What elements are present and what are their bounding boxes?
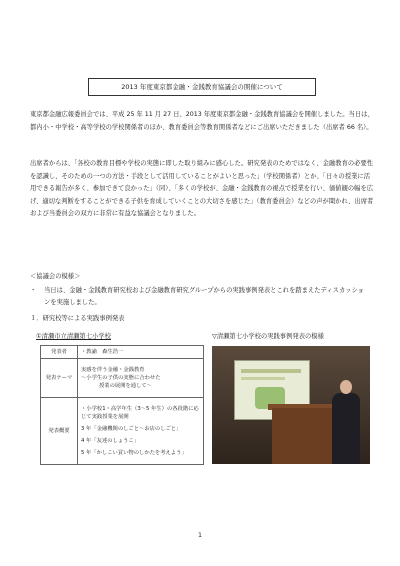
bullet-item: [30, 285, 370, 309]
page-number: 1: [197, 532, 202, 539]
theme-line: ～小学生の子供の実態に合わせた: [81, 375, 161, 381]
overview-value: [78, 398, 204, 465]
theme-label: 発表テーマ: [41, 359, 78, 398]
overview-label: 発表概要: [41, 398, 78, 465]
presenter-head: [340, 380, 352, 394]
presenter-value: ・教諭 森生浩一: [78, 346, 204, 359]
presenter-label: 発表者: [41, 346, 78, 359]
overview-line: ・小学校1・高学年生（3～5 年生）の各段階に応じて実践授業を展開: [81, 406, 199, 420]
section-heading: ＜協議会の模様＞: [30, 273, 81, 280]
table-row: [41, 359, 204, 398]
bullet-text: 当日は、金融・金銭教育研究校および金融教育研究グループからの実践事例発表とこれを踏まえたディスカッションを実施しました。: [44, 287, 364, 306]
presentation-table: [40, 345, 204, 465]
theme-line: 実感を伴う金融・金銭教育: [81, 367, 145, 373]
theme-value: [78, 359, 204, 398]
intro-paragraph: 東京都金融広報委員会では、平成 25 年 11 月 27 日、2013 年度東京都金融・金銭教育協議会を開催しました。当日は、都内小・中学校・高等学校の学校関係者のほか、教育委員会等教育関係者などにご出席いただきました（出席者 66 名）。: [30, 111, 374, 131]
presentation-photo: [212, 346, 370, 464]
overview-line: 5 年「かしこい買い物のしかたを考えよう」: [81, 450, 187, 456]
podium: [272, 408, 332, 464]
photo-caption: ▽清瀬第七小学校の実践事例発表の模様: [212, 333, 324, 340]
overview-line: 3 年「金融機関のしごと～お店のしごと」: [81, 426, 182, 432]
overview-line: 4 年「友達のしょうこ」: [81, 438, 140, 444]
school-caption: ①清瀬市立清瀬第七小学校: [36, 333, 111, 340]
document-title: 2013 年度東京都金融・金銭教育協議会の開催について: [88, 78, 316, 96]
presenter-figure: [332, 393, 360, 464]
feedback-paragraph: 出席者からは、「各校の教育目標や学校の実態に即した取り組みに感心した。研究発表のためではなく、金融教育の必要性を認識し、そのための一つの方法・手段として活用していることがよいと思った」（学校関係者）とか、「日々の授業に活用できる報告が多く、参加できて良かった」（同）、「多くの学校が、金融・金銭教育の視点で授業を行い、価値観の幅を広げ、適切な判断をすることができる子供を育成していくことの大切さを感じた」（教育委員会）などの声が聞かれ、出席者および当委員会の双方に非常に有益な協議会となりました。: [30, 160, 374, 218]
table-row: [41, 346, 204, 359]
theme-line: 授業の展開を通して～: [99, 383, 152, 389]
bullet-dot: ・: [30, 287, 37, 294]
subsection-heading: １．研究校等による実践事例発表: [30, 315, 125, 322]
table-row: [41, 398, 204, 465]
